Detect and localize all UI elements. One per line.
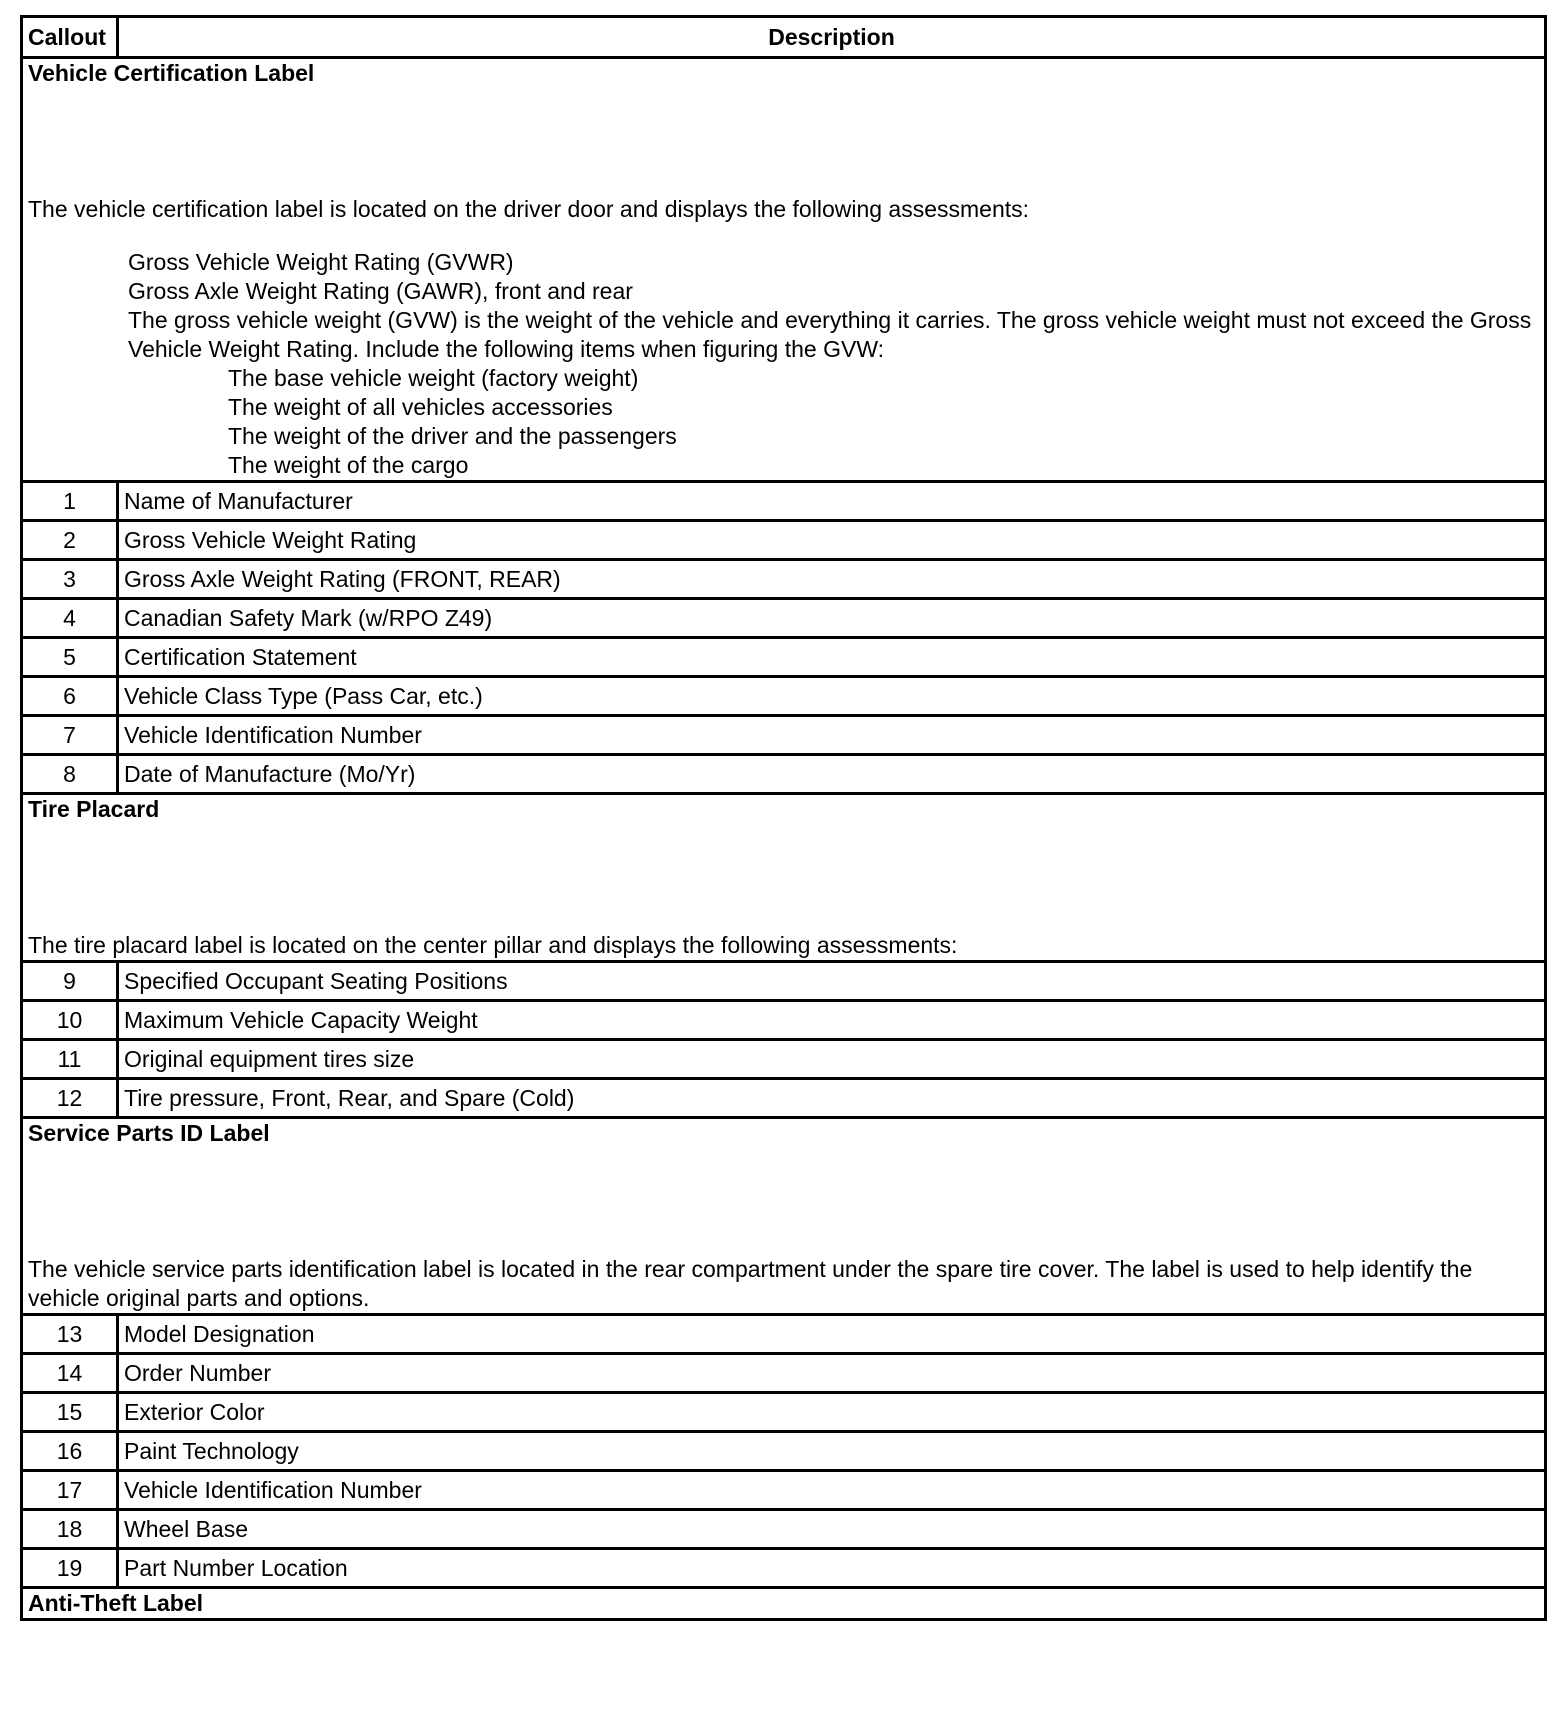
callout-number: 16: [22, 1432, 118, 1471]
callout-number: 10: [22, 1001, 118, 1040]
callout-number: 9: [22, 962, 118, 1001]
assessment-list: [28, 248, 1539, 480]
callout-description: Wheel Base: [118, 1510, 1546, 1549]
callout-description: Certification Statement: [118, 638, 1546, 677]
section-title: Anti-Theft Label: [28, 1590, 204, 1616]
callout-description: Vehicle Identification Number: [118, 1471, 1546, 1510]
callout-description: Date of Manufacture (Mo/Yr): [118, 755, 1546, 794]
callout-number: 17: [22, 1471, 118, 1510]
callout-description: Gross Vehicle Weight Rating: [118, 521, 1546, 560]
section-tire-placard: [22, 794, 1546, 962]
section-cell: [22, 1588, 1546, 1620]
list-subitem: The weight of all vehicles accessories: [228, 394, 613, 420]
description-column-header: Description: [118, 17, 1546, 58]
callout-number: 18: [22, 1510, 118, 1549]
callout-number: 5: [22, 638, 118, 677]
section-service-parts: [22, 1118, 1546, 1315]
section-intro: The vehicle service parts identification label is located in the rear compartment under the spare tire cover. The label is used to help identify the vehicle original parts and options.: [28, 1256, 1473, 1311]
list-subitem: The weight of the driver and the passengers: [228, 423, 677, 449]
table-row: [22, 677, 1546, 716]
table-row: [22, 755, 1546, 794]
table-row: [22, 1001, 1546, 1040]
section-cell: [22, 58, 1546, 482]
callout-description: Order Number: [118, 1354, 1546, 1393]
callout-number: 3: [22, 560, 118, 599]
section-title: Tire Placard: [28, 796, 160, 822]
section-intro: The vehicle certification label is located on the driver door and displays the following assessments:: [28, 196, 1030, 222]
callout-description: Tire pressure, Front, Rear, and Spare (Cold): [118, 1079, 1546, 1118]
callout-number: 11: [22, 1040, 118, 1079]
list-item: Gross Axle Weight Rating (GAWR), front and rear: [128, 278, 633, 304]
callout-number: 14: [22, 1354, 118, 1393]
callout-number: 6: [22, 677, 118, 716]
table-header-row: [22, 17, 1546, 58]
callout-description: Exterior Color: [118, 1393, 1546, 1432]
callout-number: 4: [22, 599, 118, 638]
callout-description: Name of Manufacturer: [118, 482, 1546, 521]
section-cell: [22, 1118, 1546, 1315]
table-row: [22, 1471, 1546, 1510]
list-subitem: The weight of the cargo: [228, 452, 469, 478]
callout-description: Paint Technology: [118, 1432, 1546, 1471]
table-row: [22, 521, 1546, 560]
table-row: [22, 1079, 1546, 1118]
callout-number: 7: [22, 716, 118, 755]
callout-column-header: Callout: [22, 17, 118, 58]
section-title: Service Parts ID Label: [28, 1120, 270, 1146]
section-vehicle-certification: [22, 58, 1546, 482]
callout-description-document: [20, 15, 1547, 1621]
callout-description: Original equipment tires size: [118, 1040, 1546, 1079]
table-row: [22, 1040, 1546, 1079]
table-row: [22, 599, 1546, 638]
table-row: [22, 1549, 1546, 1588]
callout-description: Canadian Safety Mark (w/RPO Z49): [118, 599, 1546, 638]
section-anti-theft: [22, 1588, 1546, 1620]
callout-number: 19: [22, 1549, 118, 1588]
callout-number: 15: [22, 1393, 118, 1432]
section-title: Vehicle Certification Label: [28, 60, 315, 86]
table-row: [22, 962, 1546, 1001]
callout-number: 1: [22, 482, 118, 521]
table-row: [22, 1354, 1546, 1393]
section-intro: The tire placard label is located on the center pillar and displays the following assessments:: [28, 932, 958, 958]
table-row: [22, 560, 1546, 599]
callout-description: Vehicle Class Type (Pass Car, etc.): [118, 677, 1546, 716]
list-item: The gross vehicle weight (GVW) is the weight of the vehicle and everything it carries. The gross vehicle weight must not exceed the Gross Vehicle Weight Rating. Include the following items when figuring the GVW:: [128, 307, 1532, 362]
callout-description: Gross Axle Weight Rating (FRONT, REAR): [118, 560, 1546, 599]
list-item: Gross Vehicle Weight Rating (GVWR): [128, 249, 514, 275]
table-row: [22, 1432, 1546, 1471]
table-row: [22, 1315, 1546, 1354]
callout-description: Maximum Vehicle Capacity Weight: [118, 1001, 1546, 1040]
callout-table: [20, 15, 1547, 1621]
callout-number: 2: [22, 521, 118, 560]
callout-number: 13: [22, 1315, 118, 1354]
table-row: [22, 1510, 1546, 1549]
callout-description: Specified Occupant Seating Positions: [118, 962, 1546, 1001]
table-row: [22, 1393, 1546, 1432]
table-row: [22, 482, 1546, 521]
gvw-items-list: [128, 364, 1539, 480]
callout-number: 12: [22, 1079, 118, 1118]
callout-description: Part Number Location: [118, 1549, 1546, 1588]
table-row: [22, 638, 1546, 677]
callout-description: Vehicle Identification Number: [118, 716, 1546, 755]
callout-description: Model Designation: [118, 1315, 1546, 1354]
list-subitem: The base vehicle weight (factory weight): [228, 365, 639, 391]
table-row: [22, 716, 1546, 755]
callout-number: 8: [22, 755, 118, 794]
section-cell: [22, 794, 1546, 962]
